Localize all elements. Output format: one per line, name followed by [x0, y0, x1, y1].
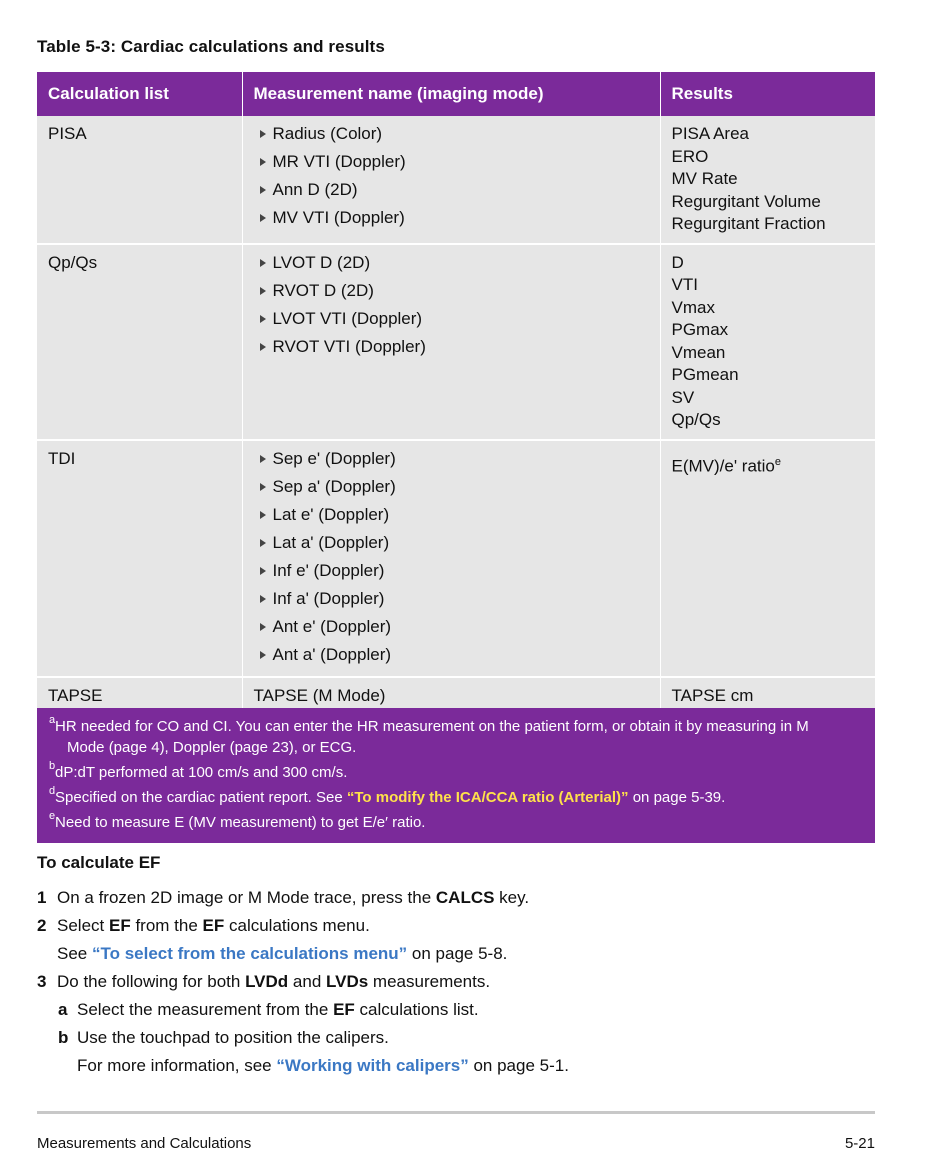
calculations-menu-link[interactable]: “To select from the calculations menu” — [91, 944, 408, 963]
triangle-bullet-icon — [260, 483, 266, 491]
triangle-bullet-icon — [260, 511, 266, 519]
result-item: MV Rate — [671, 169, 738, 188]
footnote-d: d Specified on the cardiac patient report. See “To modify the ICA/CCA ratio (Arterial)” on page 5-39. — [49, 785, 726, 806]
table-header-row — [37, 72, 875, 116]
list-item: RVOT D (2D) — [260, 277, 649, 305]
list-item: Sep e' (Doppler) — [260, 445, 649, 473]
results-cell — [660, 116, 875, 244]
list-item: LVOT D (2D) — [260, 249, 649, 277]
calc-cell: Qp/Qs — [37, 244, 242, 440]
measurements-cell — [242, 244, 660, 440]
measurements-cell: TAPSE (M Mode) — [242, 677, 660, 716]
result-item: E(MV)/e' ratio$^e$ — [671, 455, 782, 476]
list-item: Ann D (2D) — [260, 176, 649, 204]
triangle-bullet-icon — [260, 651, 266, 659]
measurements-cell — [242, 440, 660, 677]
results-cell: TAPSE cm — [660, 677, 875, 716]
working-with-calipers-link[interactable]: “Working with calipers” — [276, 1056, 469, 1075]
cardiac-calculations-table — [37, 72, 875, 716]
header-results: Results — [660, 72, 875, 116]
triangle-bullet-icon — [260, 287, 266, 295]
step-3a: a Select the measurement from the EF calculations list. — [58, 1000, 479, 1019]
list-item: Ant a' (Doppler) — [260, 641, 649, 669]
table-row-pisa — [37, 116, 875, 244]
ica-cca-ratio-link[interactable]: “To modify the ICA/CCA ratio (Arterial)” — [346, 789, 629, 806]
footer-section-name: Measurements and Calculations — [37, 1135, 252, 1152]
table-row-tdi — [37, 440, 875, 677]
triangle-bullet-icon — [260, 130, 266, 138]
list-item: Lat a' (Doppler) — [260, 529, 649, 557]
section-title: To calculate EF — [37, 853, 161, 872]
results-cell — [660, 244, 875, 440]
result-item: PGmax — [671, 320, 729, 339]
procedure-steps — [37, 884, 875, 1080]
results-cell — [660, 440, 875, 677]
step-3: 3 Do the following for both LVDd and LVDs measurements. — [37, 972, 491, 991]
result-item: Regurgitant Volume — [671, 191, 821, 211]
step-1: 1 On a frozen 2D image or M Mode trace, press the CALCS key. — [37, 888, 530, 907]
footnote-a: a HR needed for CO and CI. You can enter the HR measurement on the patient form, or obtain it by measuring in M Mode (page 4), Doppler (page 23), or ECG. — [49, 714, 809, 756]
footnote-b: b dP:dT performed at 100 cm/s and 300 cm/s. — [49, 760, 348, 781]
calc-cell: TAPSE — [37, 677, 242, 716]
footnote-ref: e — [774, 455, 782, 468]
triangle-bullet-icon — [260, 623, 266, 631]
table-row-qpqs — [37, 244, 875, 440]
table-title: Table 5-3: Cardiac calculations and results — [37, 37, 385, 56]
triangle-bullet-icon — [260, 259, 266, 267]
result-item: PGmean — [671, 365, 739, 384]
calc-cell: PISA — [37, 116, 242, 244]
list-item: Radius (Color) — [260, 120, 649, 148]
triangle-bullet-icon — [260, 539, 266, 547]
list-item: Ant e' (Doppler) — [260, 613, 649, 641]
footnote-e: e Need to measure E (MV measurement) to get E/e′ ratio. — [49, 810, 426, 831]
result-item: D — [671, 252, 684, 272]
triangle-bullet-icon — [260, 343, 266, 351]
list-item: LVOT VTI (Doppler) — [260, 305, 649, 333]
measurements-cell — [242, 116, 660, 244]
step-3b-more-info: For more information, see “Working with calipers” on page 5-1. — [77, 1056, 569, 1075]
calc-cell: TDI — [37, 440, 242, 677]
result-item: Vmax — [671, 297, 715, 317]
triangle-bullet-icon — [260, 567, 266, 575]
list-item: Inf e' (Doppler) — [260, 557, 649, 585]
step-3b: b Use the touchpad to position the calipers. — [58, 1028, 389, 1047]
list-item: Lat e' (Doppler) — [260, 501, 649, 529]
header-calculation-list: Calculation list — [37, 72, 242, 116]
list-item: Inf a' (Doppler) — [260, 585, 649, 613]
step-2: 2 Select EF from the EF calculations menu. — [37, 916, 370, 935]
table-footnotes — [37, 708, 875, 843]
list-item: RVOT VTI (Doppler) — [260, 333, 649, 361]
list-item: MV VTI (Doppler) — [260, 204, 649, 232]
footer-divider — [37, 1111, 875, 1114]
page-number: 5-21 — [844, 1135, 875, 1152]
triangle-bullet-icon — [260, 158, 266, 166]
list-item: Sep a' (Doppler) — [260, 473, 649, 501]
header-measurement-name: Measurement name (imaging mode) — [242, 72, 660, 116]
result-item: SV — [671, 387, 695, 407]
triangle-bullet-icon — [260, 315, 266, 323]
list-item: MR VTI (Doppler) — [260, 148, 649, 176]
result-item: Vmean — [671, 342, 726, 362]
triangle-bullet-icon — [260, 186, 266, 194]
result-item: PISA Area — [671, 124, 749, 143]
result-item: VTI — [671, 275, 698, 294]
result-item: Regurgitant Fraction — [671, 214, 826, 233]
result-item: Qp/Qs — [671, 410, 721, 429]
triangle-bullet-icon — [260, 595, 266, 603]
triangle-bullet-icon — [260, 214, 266, 222]
result-item: ERO — [671, 146, 709, 166]
step-2-see-also: See “To select from the calculations menu” on page 5-8. — [57, 944, 508, 963]
triangle-bullet-icon — [260, 455, 266, 463]
